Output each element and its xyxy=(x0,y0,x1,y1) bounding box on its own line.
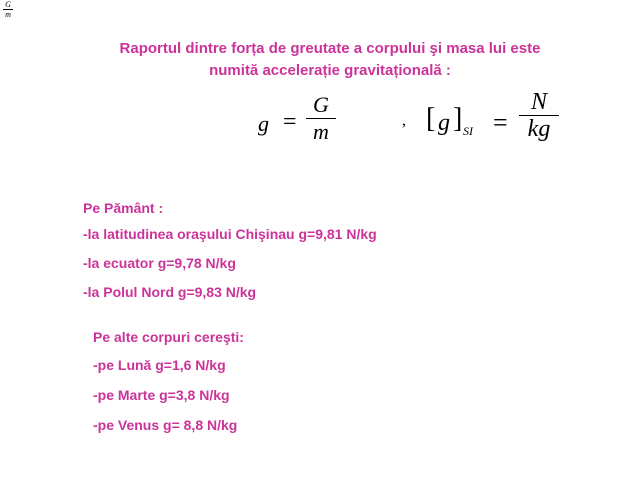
formula2-subscript: SI xyxy=(463,124,473,138)
formula1-lhs: g xyxy=(258,111,269,136)
formula1-fraction xyxy=(306,92,336,145)
earth-title: Pe Pământ : xyxy=(83,200,164,216)
earth-item-north-pole: -la Polul Nord g=9,83 N/kg xyxy=(83,284,257,300)
heading xyxy=(60,38,600,82)
formula2-close-bracket: ] xyxy=(453,103,463,134)
earth-item-equator: -la ecuator g=9,78 N/kg xyxy=(83,255,236,271)
other-bodies-title: Pe alte corpuri cereşti: xyxy=(93,329,244,345)
formula2-denominator: kg xyxy=(527,116,551,142)
formula1-denominator: m xyxy=(313,119,329,144)
formula2-open-bracket: [ xyxy=(426,103,436,134)
other-bodies-item-moon: -pe Lună g=1,6 N/kg xyxy=(93,357,226,373)
formula-separator: , xyxy=(402,112,406,129)
corner-fraction xyxy=(2,0,14,19)
formula2-numerator: N xyxy=(530,89,547,115)
heading-line-1: Raportul dintre forța de greutate a corpului şi masa lui este xyxy=(119,40,541,57)
corner-fraction-numerator: G xyxy=(5,0,11,9)
formula1-numerator: G xyxy=(313,92,329,117)
formula1-equals: = xyxy=(283,109,297,135)
formula2-variable: g xyxy=(438,110,450,136)
formula2-fraction xyxy=(519,89,559,142)
corner-fraction-denominator: m xyxy=(5,10,11,19)
heading-line-2: numită accelerație gravitațională : xyxy=(209,62,451,79)
other-bodies-item-mars: -pe Marte g=3,8 N/kg xyxy=(93,387,230,403)
other-bodies-item-venus: -pe Venus g= 8,8 N/kg xyxy=(93,417,238,433)
earth-item-chisinau: -la latitudinea oraşului Chişinau g=9,81 N/kg xyxy=(83,226,377,242)
formula2-equals: = xyxy=(493,108,508,137)
